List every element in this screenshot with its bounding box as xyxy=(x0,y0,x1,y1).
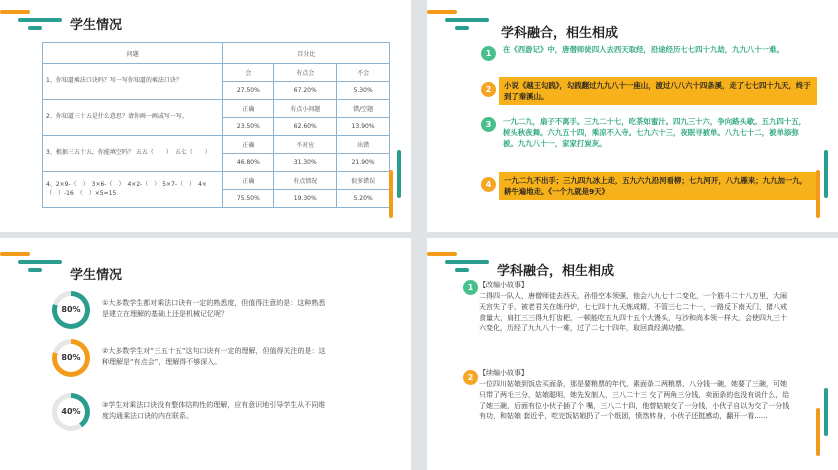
decor-bar xyxy=(445,18,489,22)
header-percent: 百分比 xyxy=(223,43,390,64)
value-cell: 正确 xyxy=(223,100,274,118)
value-cell: 正确 xyxy=(223,136,274,154)
slide-title: 学生情况 xyxy=(70,268,123,283)
ring-label: 40% xyxy=(57,398,85,426)
decor-bar xyxy=(427,252,457,256)
situation-text: ②大多数学生对“三五十五”这句口诀有一定的理解，但值得关注的是：这种理解是“有点会”，理解得不够深入。 xyxy=(102,347,326,367)
table-row xyxy=(43,172,390,190)
value-cell: 正确 xyxy=(223,172,274,190)
question-cell: 2、你知道三十五是什么意思？请你画一画或写一写。 xyxy=(43,100,223,136)
value-cell: 13.90% xyxy=(337,118,390,136)
question-cell: 4、2×9-（ ） 3×6-（ ） 4×2-（ ） 5×7-（ ） 4×（ ）-16 （ ）×5=15 xyxy=(43,172,223,208)
decor-vertical xyxy=(389,170,393,218)
story-heading: 【续编小故事】 xyxy=(479,369,528,377)
decor-vertical xyxy=(824,388,828,436)
item-number-badge: 1 xyxy=(481,46,496,61)
header-question: 问题 xyxy=(43,43,223,64)
decor-vertical xyxy=(816,408,820,456)
table-row xyxy=(43,64,390,82)
situation-text: ①大多数学生都对乘法口诀有一定的熟悉度，但值得注意的是：这种熟悉是建立在理解的基础上还是机械记忆呢？ xyxy=(102,299,326,319)
value-cell: 不会 xyxy=(337,64,390,82)
question-cell: 3、根据三五十五，你能填空吗？ 五五（ ） 五七（ ） xyxy=(43,136,223,172)
value-cell: 67.20% xyxy=(274,82,337,100)
slide-student-situation-table[interactable] xyxy=(0,0,411,232)
slide-subject-integration-2[interactable] xyxy=(427,238,838,470)
slide-subject-integration-1[interactable] xyxy=(427,0,838,232)
item-number-badge: 3 xyxy=(481,117,496,132)
value-cell: 很多错误 xyxy=(337,172,390,190)
slide-title: 学生情况 xyxy=(70,18,123,33)
item-text: 在《西游记》中，唐僧师徒四人去西天取经，沿途经历七七四十九劫，九九八十一难。 xyxy=(503,45,784,54)
ring-label: 80% xyxy=(57,344,85,372)
question-cell: 1、你知道乘法口诀吗？写一写你知道的乘法口诀？ xyxy=(43,64,223,100)
story-number-badge: 2 xyxy=(463,370,478,385)
value-cell: 会 xyxy=(223,64,274,82)
progress-ring-2 xyxy=(52,339,90,377)
value-cell: 有点情况 xyxy=(274,172,337,190)
story-number-badge: 1 xyxy=(463,280,478,295)
decor-bar xyxy=(455,268,469,272)
value-cell: 5.20% xyxy=(337,190,390,208)
ring-label: 80% xyxy=(57,296,85,324)
item-text: 一九二九，扇子不离手。三九二十七，吃茶如蜜汁。四九三十六，争向路头歇。五九四十五，树头秋夜舞。六九五十四，乘凉不入寺。七九六十三，夜眠寻被单。八九七十二，被单添弥被。九九八十一，家家打炭灰。 xyxy=(503,117,807,149)
story-block xyxy=(479,280,792,334)
value-cell: 错/空题 xyxy=(337,100,390,118)
decor-vertical xyxy=(824,150,828,198)
story-block xyxy=(479,368,792,422)
table-row xyxy=(43,100,390,118)
decor-bar xyxy=(455,26,469,30)
value-cell: 46.80% xyxy=(223,154,274,172)
item-text-highlight: 小说《越王勾践》，勾践翻过九九八十一座山，渡过八八六十四条溪，走了七七四十九天，终于到了秦溪山。 xyxy=(499,77,817,105)
decor-bar xyxy=(18,18,62,22)
decor-bar xyxy=(427,10,457,14)
item-text-highlight: 一九二九不出手；三九四九冰上走，五九六九沿河看柳；七九河开，八九雁来；九九加一九，耕牛遍地走。《一个九就是9天》 xyxy=(499,172,817,200)
slide-title: 学科融合，相生相成 xyxy=(501,26,619,41)
decor-bar xyxy=(28,268,42,272)
decor-bar xyxy=(445,260,489,264)
value-cell: 不对应 xyxy=(274,136,337,154)
value-cell: 62.60% xyxy=(274,118,337,136)
situation-text: ③学生对乘法口诀没有整体结构性的理解，应有意识地引导学生从不同维度沟通乘法口诀的内在联系。 xyxy=(102,401,326,421)
story-text: 二得四一队人，唐僧师徒去西天，孙悟空本领强，他会八九七十二变化，一个筋斗二十八万里，大闹天宫失了手，被老君关在练丹炉，七七四十九天炼成精，不管三七二十一，一路反下南天门，猪八戒食量大，肩扛三三得九钉齿耙，一顿能吃五九四十五个大馒头，与沙和尚本领一样大，会使四九三十六变化，历经了九九八十一难，过了二七十四年，取回真经满功德。 xyxy=(479,291,787,333)
value-cell: 有点小问题 xyxy=(274,100,337,118)
value-cell: 5.30% xyxy=(337,82,390,100)
value-cell: 23.50% xyxy=(223,118,274,136)
slide-student-situation-rings[interactable] xyxy=(0,238,411,470)
story-heading: 【改编小故事】 xyxy=(479,281,528,289)
value-cell: 75.50% xyxy=(223,190,274,208)
value-cell: 27.50% xyxy=(223,82,274,100)
item-number-badge: 4 xyxy=(481,177,496,192)
decor-bar xyxy=(28,26,42,30)
value-cell: 31.30% xyxy=(274,154,337,172)
story-text: 一位四川姑娘到饭店买面条，那是要粮票的年代，素面条二两粮票、八分钱一碗，她要了三碗，可她只带了两毛三分，姑娘聪明，她先发制人，三八二十三 交了两角三分钱，卖面条的也没有说什么，给了她三碗，后面有位小伙子插了个 嘴，三八二十四，他替姑娘交了一分钱，小伙子自以为交了一分钱有功，和姑娘 套近乎，吃完饭姑娘扔了一个纸团，愤然转身，小伙子还挺感动，翻开一看...... xyxy=(479,379,790,421)
decor-bar xyxy=(0,252,30,256)
value-cell: 有点会 xyxy=(274,64,337,82)
decor-vertical xyxy=(397,150,401,198)
progress-ring-1 xyxy=(52,291,90,329)
table-row xyxy=(43,136,390,154)
value-cell: 19.30% xyxy=(274,190,337,208)
value-cell: 出错 xyxy=(337,136,390,154)
decor-bar xyxy=(18,260,62,264)
survey-table xyxy=(42,42,390,208)
item-number-badge: 2 xyxy=(481,82,496,97)
value-cell: 21.90% xyxy=(337,154,390,172)
decor-bar xyxy=(0,10,30,14)
progress-ring-3 xyxy=(52,393,90,431)
slide-title: 学科融合，相生相成 xyxy=(497,264,615,279)
decor-vertical xyxy=(816,170,820,218)
